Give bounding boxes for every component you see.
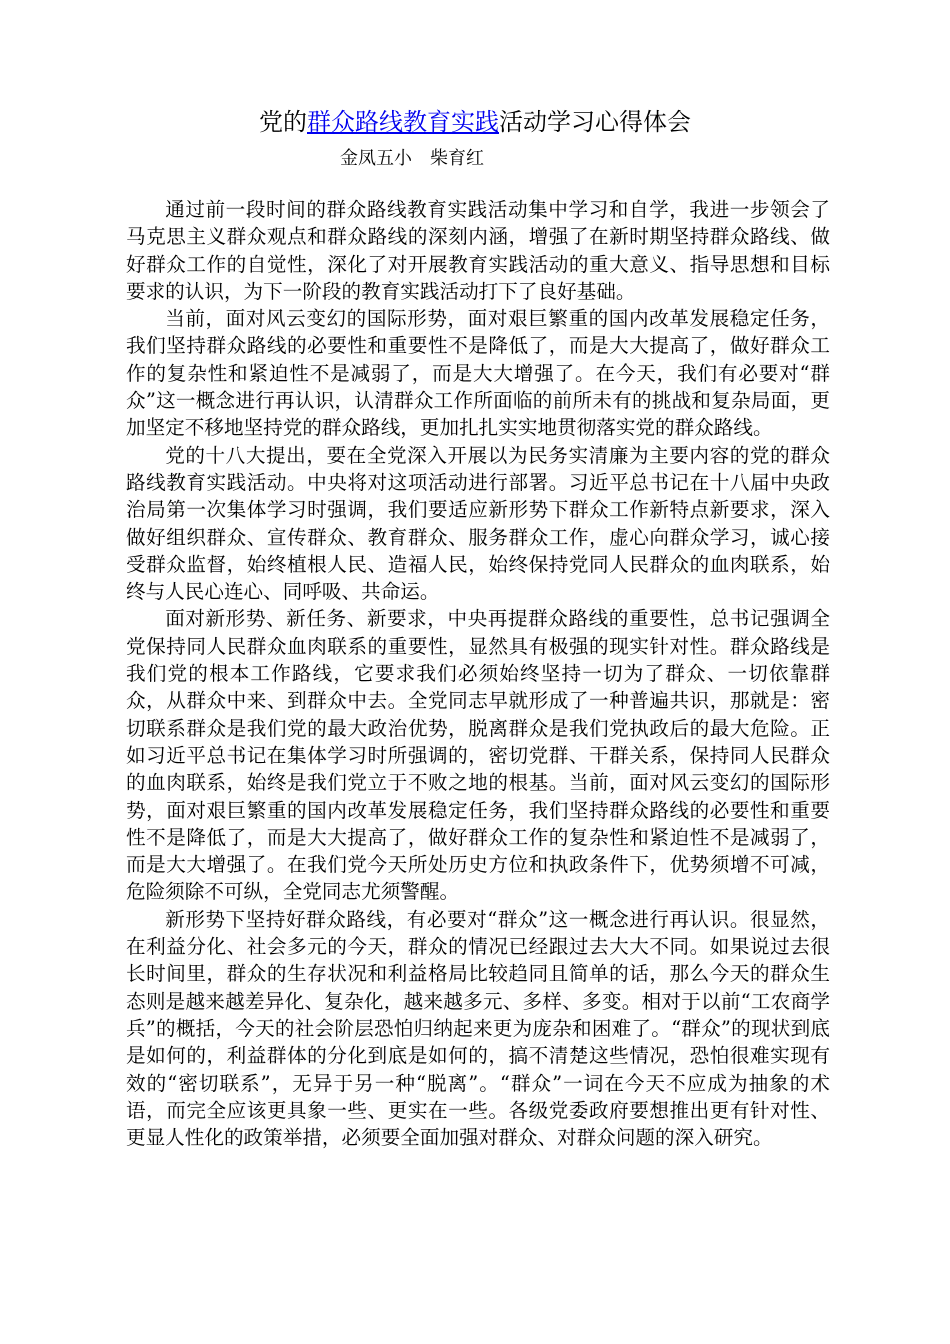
paragraph: 当前，面对风云变幻的国际形势，面对艰巨繁重的国内改革发展稳定任务，我们坚持群众路线的必要性和重要性不是降低了，而是大大提高了，做好群众工作的复杂性和紧迫性不是减弱了，而是大大增强了。在今天，我们有必要对“群众”这一概念进行再认识，认清群众工作所面临的前所未有的挑战和复杂局面，更加坚定不移地坚持党的群众路线，更加扎扎实实地贯彻落实党的群众路线。: [126, 307, 830, 440]
paragraph: 面对新形势、新任务、新要求，中央再提群众路线的重要性，总书记强调全党保持同人民群众血肉联系的重要性，显然具有极强的现实针对性。群众路线是我们党的根本工作路线，它要求我们必须始终坚持一切为了群众、一切依靠群众，从群众中来、到群众中去。全党同志早就形成了一种普遍共识，那就是：密切联系群众是我们党的最大政治优势，脱离群众是我们党执政后的最大危险。正如习近平总书记在集体学习时所强调的，密切党群、干群关系，保持同人民群众的血肉联系，始终是我们党立于不败之地的根基。当前，面对风云变幻的国际形势，面对艰巨繁重的国内改革发展稳定任务，我们坚持群众路线的必要性和重要性不是降低了，而是大大提高了，做好群众工作的复杂性和紧迫性不是减弱了，而是大大增强了。在我们党今天所处历史方位和执政条件下，优势须增不可减，危险须除不可纵，全党同志尤须警醒。: [126, 607, 830, 904]
title-prefix: 党的: [259, 108, 307, 136]
document-title: [0, 104, 950, 140]
author-line: 金凤五小 柴育红: [340, 148, 484, 169]
paragraph: 党的十八大提出，要在全党深入开展以为民务实清廉为主要内容的党的群众路线教育实践活动。中央将对这项活动进行部署。习近平总书记在十八届中央政治局第一次集体学习时强调，我们要适应新形势下群众工作新特点新要求，深入做好组织群众、宣传群众、教育群众、服务群众工作，虚心向群众学习，诚心接受群众监督，始终植根人民、造福人民，始终保持党同人民群众的血肉联系，始终与人民心连心、同呼吸、共命运。: [126, 443, 830, 604]
title-link[interactable]: 群众路线教育实践: [307, 108, 499, 136]
paragraph: 通过前一段时间的群众路线教育实践活动集中学习和自学，我进一步领会了马克思主义群众观点和群众路线的深刻内涵，增强了在新时期坚持群众路线、做好群众工作的自觉性，深化了对开展教育实践活动的重大意义、指导思想和目标要求的认识，为下一阶段的教育实践活动打下了良好基础。: [126, 198, 830, 303]
title-suffix: 活动学习心得体会: [499, 108, 691, 136]
document-body: [126, 196, 830, 1151]
paragraph: 新形势下坚持好群众路线，有必要对“群众”这一概念进行再认识。很显然，在利益分化、社会多元的今天，群众的情况已经跟过去大大不同。如果说过去很长时间里，群众的生存状况和利益格局比较趋同且简单的话，那么今天的群众生态则是越来越差异化、复杂化，越来越多元、多样、多变。相对于以前“工农商学兵”的概括，今天的社会阶层恐怕归纳起来更为庞杂和困难了。“群众”的现状到底是如何的，利益群体的分化到底是如何的，搞不清楚这些情况，恐怕很难实现有效的“密切联系”，无异于另一种“脱离”。“群众”一词在今天不应成为抽象的术语，而完全应该更具象一些、更实在一些。各级党委政府要想推出更有针对性、更显人性化的政策举措，必须要全面加强对群众、对群众问题的深入研究。: [126, 907, 830, 1150]
